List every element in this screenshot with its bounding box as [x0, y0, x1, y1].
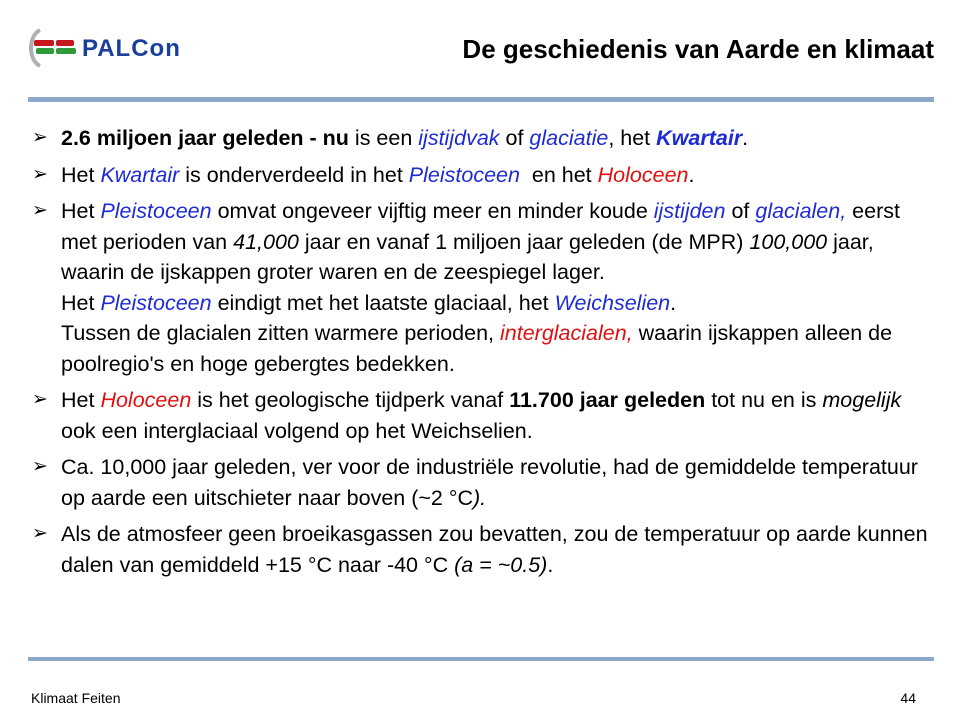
- palcon-logo: [26, 26, 216, 70]
- text: Het: [61, 388, 101, 412]
- term-weichselien: Weichselien: [554, 290, 671, 315]
- text: .: [742, 126, 749, 150]
- text: jaar, waarin de ijskappen groter waren en de zeespiegel lager.: [61, 229, 874, 284]
- text: Ca. 10,000 jaar geleden, ver voor de industriële revolutie, had de gemiddelde temperatuur op aarde een uitschieter naar boven (~2 °C: [61, 455, 918, 510]
- text: is onderverdeeld in het: [179, 162, 409, 187]
- text: is een: [348, 126, 419, 150]
- term-kwartair: Kwartair: [100, 162, 180, 187]
- arrow-bullet-icon: ➢: [32, 200, 48, 221]
- bullet-item: [32, 123, 932, 154]
- bullet-item: [32, 196, 932, 379]
- italic-text: mogelijk: [822, 388, 902, 412]
- number-41000: 41,000: [233, 229, 299, 254]
- text: jaar en vanaf 1 miljoen jaar geleden (de MPR): [298, 229, 750, 254]
- bullet-item: [32, 385, 932, 446]
- text: Het: [61, 199, 101, 223]
- number-100000: 100,000: [749, 229, 828, 254]
- palcon-logo-mark-icon: [26, 26, 86, 70]
- palcon-logo-text: PALCon: [82, 35, 181, 62]
- text: eerst met perioden van: [61, 199, 900, 254]
- text: waarin ijskappen alleen de poolregio's en hoge gebergtes bedekken.: [61, 321, 893, 376]
- term-pleistoceen: Pleistoceen: [100, 199, 212, 223]
- term-pleistoceen: Pleistoceen: [100, 290, 212, 315]
- text: omvat ongeveer vijftig meer en minder koude: [211, 199, 654, 223]
- arrow-bullet-icon: ➢: [32, 523, 48, 544]
- bold-text: 2.6 miljoen jaar geleden - nu: [61, 126, 349, 150]
- bullet-list: [32, 123, 932, 586]
- text: of: [725, 199, 756, 223]
- text: Tussen de glacialen zitten warmere perioden,: [61, 321, 500, 345]
- term-glacialen: glacialen,: [755, 199, 847, 223]
- page-number: 44: [900, 690, 916, 706]
- text: en het: [519, 162, 598, 187]
- text: .: [670, 290, 677, 315]
- text: .: [547, 552, 554, 577]
- text: , het: [608, 126, 657, 150]
- albedo-note: (a = ~0.5): [454, 552, 548, 577]
- term-holoceen: Holoceen: [597, 162, 689, 187]
- bullet-item: [32, 452, 932, 513]
- text: tot nu en is: [705, 388, 823, 412]
- text: .: [688, 162, 695, 187]
- text: Het: [61, 162, 101, 187]
- arrow-bullet-icon: ➢: [32, 456, 48, 477]
- bullet-item: [32, 160, 932, 191]
- text: of: [499, 126, 530, 150]
- term-pleistoceen: Pleistoceen: [408, 162, 520, 187]
- arrow-bullet-icon: ➢: [32, 389, 48, 410]
- bullet-item: [32, 519, 932, 580]
- term-ijstijdvak: ijstijdvak: [418, 126, 500, 150]
- bottom-divider: [28, 657, 934, 661]
- text: eindigt met het laatste glaciaal, het: [211, 290, 555, 315]
- text: Als de atmosfeer geen broeikasgassen zou bevatten, zou de temperatuur op aarde kunnen dalen van gemiddeld +15 °C naar -40 °C: [61, 522, 928, 577]
- top-divider: [28, 97, 934, 102]
- text: Het: [61, 290, 101, 315]
- text: ook een interglaciaal volgend op het Weichselien.: [61, 418, 533, 443]
- arrow-bullet-icon: ➢: [32, 127, 48, 148]
- term-interglacialen: interglacialen,: [500, 321, 633, 345]
- italic-text: ).: [473, 485, 487, 510]
- term-ijstijden: ijstijden: [653, 199, 726, 223]
- arrow-bullet-icon: ➢: [32, 163, 48, 185]
- term-glaciatie: glaciatie: [529, 126, 609, 150]
- term-kwartair: Kwartair: [656, 126, 743, 150]
- text: is het geologische tijdperk vanaf: [191, 388, 510, 412]
- slide-title: De geschiedenis van Aarde en klimaat: [462, 34, 934, 64]
- bold-text: 11.700 jaar geleden: [509, 388, 706, 412]
- term-holoceen: Holoceen: [100, 388, 192, 412]
- footer-title: Klimaat Feiten: [31, 690, 121, 706]
